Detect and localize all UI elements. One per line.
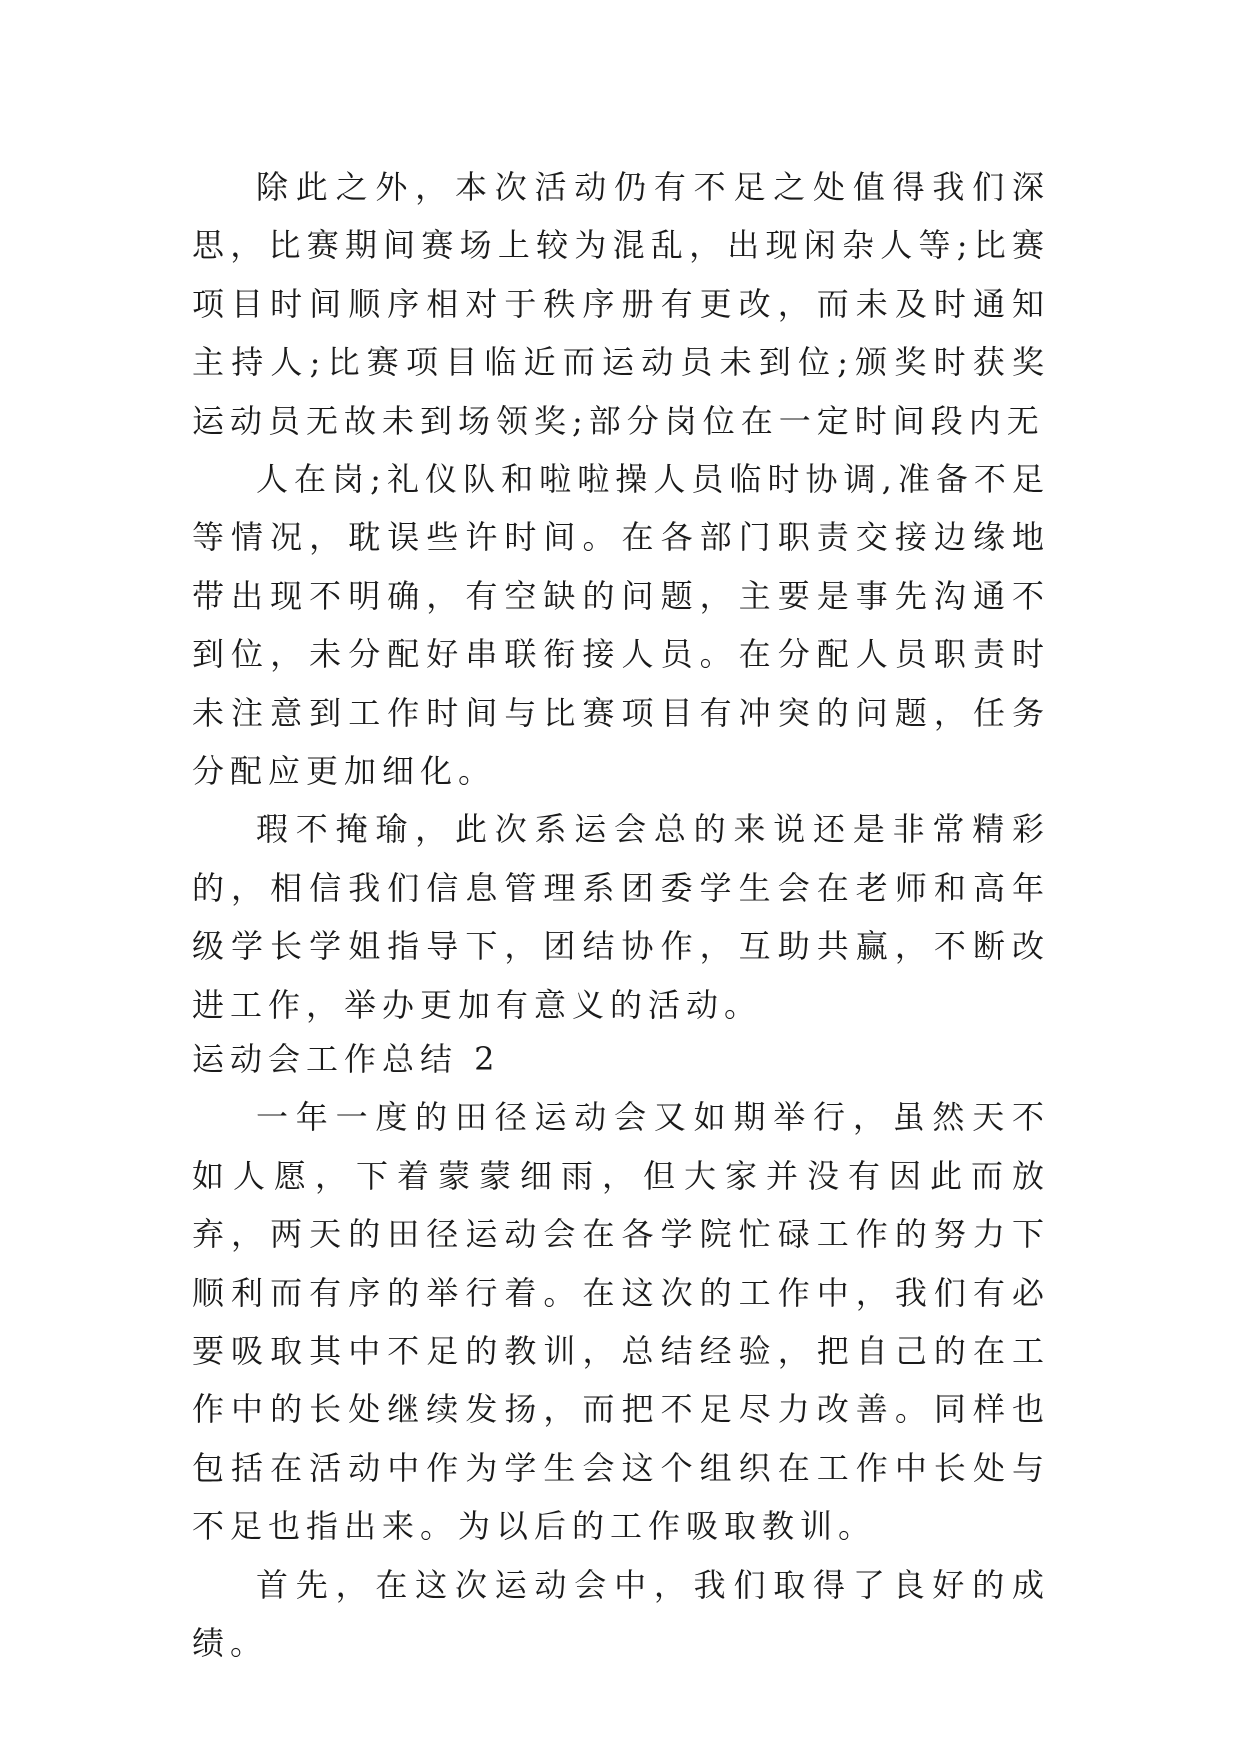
- paragraph-conclusion: 瑕不掩瑜，此次系运会总的来说还是非常精彩的，相信我们信息管理系团委学生会在老师和高年级学长学姐指导下，团结协作，互助共赢，不断改进工作，举办更加有意义的活动。: [192, 810, 1050, 1024]
- section-title: 运动会工作总结 2: [192, 1040, 501, 1078]
- section-1: [192, 158, 1050, 1034]
- paragraph-shortcomings: 除此之外，本次活动仍有不足之处值得我们深思，比赛期间赛场上较为混乱，出现闲杂人等;比赛项目时间顺序相对于秩序册有更改，而未及时通知主持人;比赛项目临近而运动员未到位;颁奖时获奖运动员无故未到场领奖;部分岗位在一定时间段内无: [192, 168, 1050, 440]
- paragraph-staffing-issues: 人在岗;礼仪队和啦啦操人员临时协调,准备不足等情况，耽误些许时间。在各部门职责交接边缘地带出现不明确，有空缺的问题，主要是事先沟通不到位，未分配好串联衔接人员。在分配人员职责时未注意到工作时间与比赛项目有冲突的问题，任务分配应更加细化。: [192, 460, 1050, 791]
- paragraph-first-point: 首先，在这次运动会中，我们取得了良好的成绩。: [192, 1565, 1050, 1663]
- section-2: [192, 1030, 1050, 1672]
- paragraph-intro: 一年一度的田径运动会又如期举行，虽然天不如人愿，下着蒙蒙细雨，但大家并没有因此而放弃，两天的田径运动会在各学院忙碌工作的努力下顺利而有序的举行着。在这次的工作中，我们有必要吸取其中不足的教训，总结经验，把自己的在工作中的长处继续发扬，而把不足尽力改善。同样也包括在活动中作为学生会这个组织在工作中长处与不足也指出来。为以后的工作吸取教训。: [192, 1098, 1050, 1546]
